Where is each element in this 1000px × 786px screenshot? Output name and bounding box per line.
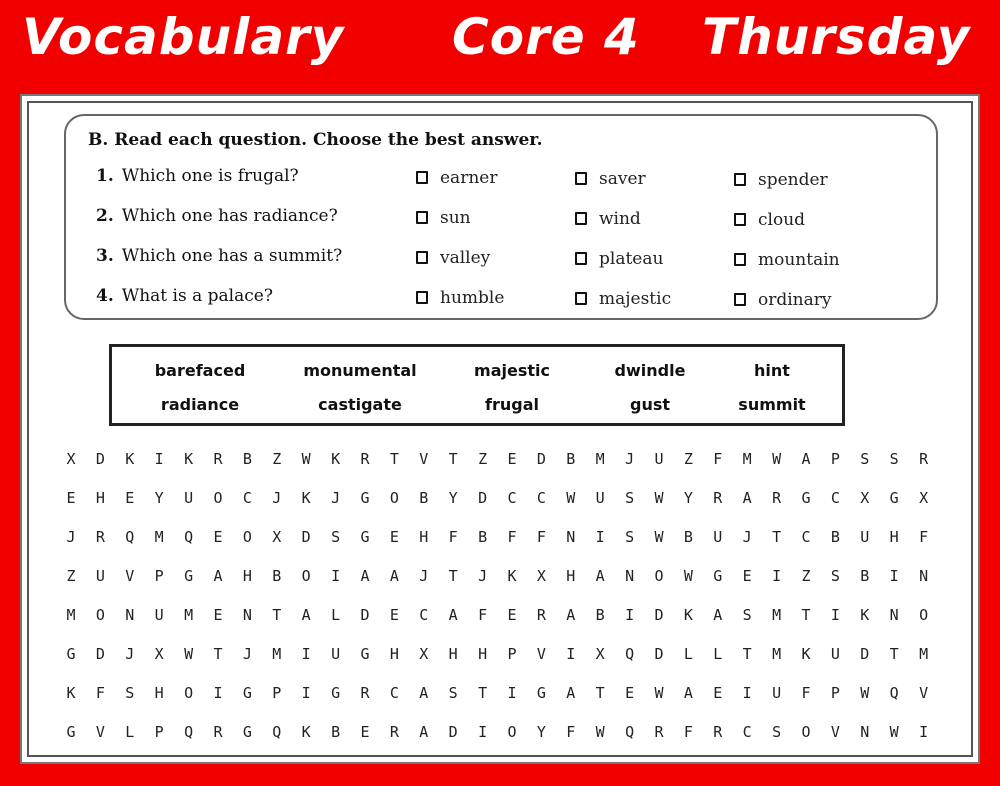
grid-letter[interactable]: I bbox=[889, 567, 899, 585]
grid-letter[interactable]: R bbox=[713, 723, 723, 741]
grid-letter[interactable]: I bbox=[595, 528, 605, 546]
grid-letter[interactable]: I bbox=[919, 723, 929, 741]
grid-letter[interactable]: Q bbox=[625, 723, 635, 741]
grid-letter[interactable]: M bbox=[184, 606, 194, 624]
grid-letter[interactable]: N bbox=[625, 567, 635, 585]
grid-letter[interactable]: U bbox=[713, 528, 723, 546]
grid-letter[interactable]: T bbox=[889, 645, 899, 663]
grid-letter[interactable]: D bbox=[95, 450, 105, 468]
grid-letter[interactable]: O bbox=[95, 606, 105, 624]
grid-letter[interactable]: S bbox=[889, 450, 899, 468]
grid-letter[interactable]: I bbox=[566, 645, 576, 663]
grid-letter[interactable]: C bbox=[242, 489, 252, 507]
option-label: spender bbox=[758, 170, 828, 190]
grid-letter[interactable]: U bbox=[184, 489, 194, 507]
grid-letter[interactable]: G bbox=[801, 489, 811, 507]
grid-letter[interactable]: B bbox=[272, 567, 282, 585]
grid-letter[interactable]: C bbox=[389, 684, 399, 702]
question-text: What is a palace? bbox=[121, 286, 273, 306]
grid-letter[interactable]: G bbox=[360, 528, 370, 546]
grid-letter[interactable]: J bbox=[272, 489, 282, 507]
grid-letter[interactable]: W bbox=[654, 528, 664, 546]
grid-letter[interactable]: F bbox=[95, 684, 105, 702]
grid-letter[interactable]: X bbox=[419, 645, 429, 663]
grid-letter[interactable]: D bbox=[448, 723, 458, 741]
word-bank-word: majestic bbox=[474, 361, 550, 380]
grid-letter[interactable]: A bbox=[448, 606, 458, 624]
grid-letter[interactable]: I bbox=[154, 450, 164, 468]
grid-letter[interactable]: K bbox=[66, 684, 76, 702]
grid-letter[interactable]: T bbox=[448, 567, 458, 585]
grid-letter[interactable]: I bbox=[830, 606, 840, 624]
grid-letter[interactable]: X bbox=[154, 645, 164, 663]
grid-letter[interactable]: Z bbox=[478, 450, 488, 468]
grid-letter[interactable]: J bbox=[66, 528, 76, 546]
grid-letter[interactable]: Q bbox=[125, 528, 135, 546]
grid-letter[interactable]: L bbox=[331, 606, 341, 624]
grid-letter[interactable]: L bbox=[125, 723, 135, 741]
grid-letter[interactable]: H bbox=[566, 567, 576, 585]
grid-letter[interactable]: N bbox=[242, 606, 252, 624]
grid-letter[interactable]: G bbox=[242, 684, 252, 702]
grid-letter[interactable]: J bbox=[625, 450, 635, 468]
grid-letter[interactable]: D bbox=[536, 450, 546, 468]
grid-letter[interactable]: H bbox=[419, 528, 429, 546]
grid-letter[interactable]: F bbox=[919, 528, 929, 546]
title-core: Core 4 bbox=[452, 8, 640, 66]
grid-letter[interactable]: U bbox=[331, 645, 341, 663]
grid-letter[interactable]: N bbox=[919, 567, 929, 585]
grid-letter[interactable]: W bbox=[683, 567, 693, 585]
grid-letter[interactable]: X bbox=[919, 489, 929, 507]
grid-letter[interactable]: V bbox=[95, 723, 105, 741]
grid-letter[interactable]: S bbox=[860, 450, 870, 468]
option-label: earner bbox=[440, 168, 498, 188]
word-bank-word: dwindle bbox=[614, 361, 686, 380]
grid-letter[interactable]: H bbox=[389, 645, 399, 663]
grid-letter[interactable]: B bbox=[242, 450, 252, 468]
grid-letter[interactable]: P bbox=[830, 450, 840, 468]
grid-letter[interactable]: T bbox=[213, 645, 223, 663]
question-number: 2. bbox=[96, 206, 114, 226]
grid-letter[interactable]: Y bbox=[683, 489, 693, 507]
grid-letter[interactable]: G bbox=[66, 723, 76, 741]
grid-letter[interactable]: W bbox=[860, 684, 870, 702]
grid-letter[interactable]: G bbox=[331, 684, 341, 702]
grid-letter[interactable]: K bbox=[125, 450, 135, 468]
grid-letter[interactable]: D bbox=[654, 645, 664, 663]
option-label: valley bbox=[440, 248, 491, 268]
grid-letter[interactable]: K bbox=[683, 606, 693, 624]
grid-letter[interactable]: A bbox=[419, 684, 429, 702]
grid-letter[interactable]: Y bbox=[536, 723, 546, 741]
grid-letter[interactable]: M bbox=[66, 606, 76, 624]
grid-letter[interactable]: Z bbox=[272, 450, 282, 468]
word-bank-word: summit bbox=[738, 395, 806, 414]
grid-letter[interactable]: O bbox=[213, 489, 223, 507]
grid-letter[interactable]: G bbox=[184, 567, 194, 585]
grid-letter[interactable]: A bbox=[301, 606, 311, 624]
grid-letter[interactable]: I bbox=[742, 684, 752, 702]
grid-letter[interactable]: S bbox=[772, 723, 782, 741]
grid-letter[interactable]: X bbox=[536, 567, 546, 585]
grid-letter[interactable]: B bbox=[830, 528, 840, 546]
grid-letter[interactable]: O bbox=[801, 723, 811, 741]
grid-letter[interactable]: B bbox=[595, 606, 605, 624]
grid-letter[interactable]: O bbox=[389, 489, 399, 507]
grid-letter[interactable]: K bbox=[184, 450, 194, 468]
grid-letter[interactable]: O bbox=[184, 684, 194, 702]
grid-letter[interactable]: M bbox=[154, 528, 164, 546]
grid-letter[interactable]: E bbox=[389, 528, 399, 546]
grid-letter[interactable]: R bbox=[213, 450, 223, 468]
grid-letter[interactable]: R bbox=[536, 606, 546, 624]
grid-letter[interactable]: M bbox=[919, 645, 929, 663]
grid-letter[interactable]: F bbox=[566, 723, 576, 741]
grid-letter[interactable]: D bbox=[360, 606, 370, 624]
grid-letter[interactable]: D bbox=[654, 606, 664, 624]
grid-letter[interactable]: E bbox=[507, 450, 517, 468]
question-text: Which one is frugal? bbox=[121, 166, 299, 186]
grid-letter[interactable]: M bbox=[772, 645, 782, 663]
grid-letter[interactable]: G bbox=[360, 489, 370, 507]
grid-letter[interactable]: B bbox=[683, 528, 693, 546]
section-letter: B. bbox=[88, 130, 109, 150]
grid-letter[interactable]: E bbox=[66, 489, 76, 507]
grid-letter[interactable]: R bbox=[213, 723, 223, 741]
grid-letter[interactable]: J bbox=[242, 645, 252, 663]
grid-letter[interactable]: E bbox=[713, 684, 723, 702]
grid-letter[interactable]: G bbox=[360, 645, 370, 663]
grid-letter[interactable]: B bbox=[478, 528, 488, 546]
grid-letter[interactable]: Q bbox=[889, 684, 899, 702]
grid-letter[interactable]: L bbox=[713, 645, 723, 663]
word-bank-word: radiance bbox=[160, 395, 240, 414]
grid-letter[interactable]: U bbox=[772, 684, 782, 702]
grid-letter[interactable]: S bbox=[742, 606, 752, 624]
grid-letter[interactable]: T bbox=[801, 606, 811, 624]
grid-letter[interactable]: A bbox=[566, 606, 576, 624]
grid-letter[interactable]: V bbox=[536, 645, 546, 663]
grid-letter[interactable]: Q bbox=[184, 528, 194, 546]
grid-letter[interactable]: F bbox=[801, 684, 811, 702]
grid-letter[interactable]: O bbox=[242, 528, 252, 546]
grid-letter[interactable]: C bbox=[830, 489, 840, 507]
grid-letter[interactable]: X bbox=[595, 645, 605, 663]
grid-letter[interactable]: M bbox=[772, 606, 782, 624]
grid-letter[interactable]: T bbox=[595, 684, 605, 702]
grid-letter[interactable]: W bbox=[301, 450, 311, 468]
grid-letter[interactable]: O bbox=[301, 567, 311, 585]
grid-letter[interactable]: H bbox=[478, 645, 488, 663]
question-text: Which one has a summit? bbox=[121, 246, 343, 266]
grid-letter[interactable]: Q bbox=[625, 645, 635, 663]
grid-letter[interactable]: J bbox=[331, 489, 341, 507]
grid-letter[interactable]: H bbox=[448, 645, 458, 663]
grid-letter[interactable]: W bbox=[772, 450, 782, 468]
grid-letter[interactable]: S bbox=[125, 684, 135, 702]
grid-letter[interactable]: F bbox=[448, 528, 458, 546]
grid-letter[interactable]: M bbox=[272, 645, 282, 663]
grid-letter[interactable]: R bbox=[713, 489, 723, 507]
grid-letter[interactable]: E bbox=[742, 567, 752, 585]
grid-letter[interactable]: Y bbox=[154, 489, 164, 507]
grid-letter[interactable]: N bbox=[889, 606, 899, 624]
option-label: majestic bbox=[599, 289, 672, 309]
grid-letter[interactable]: H bbox=[154, 684, 164, 702]
grid-letter[interactable]: I bbox=[625, 606, 635, 624]
grid-letter[interactable]: Z bbox=[801, 567, 811, 585]
grid-letter[interactable]: Z bbox=[66, 567, 76, 585]
grid-letter[interactable]: A bbox=[801, 450, 811, 468]
grid-letter[interactable]: U bbox=[830, 645, 840, 663]
grid-letter[interactable]: Q bbox=[184, 723, 194, 741]
question-number: 4. bbox=[96, 286, 114, 306]
word-bank-word: hint bbox=[754, 361, 790, 380]
title-day: Thursday bbox=[702, 8, 971, 66]
grid-letter[interactable]: K bbox=[507, 567, 517, 585]
grid-letter[interactable]: R bbox=[772, 489, 782, 507]
grid-letter[interactable]: H bbox=[242, 567, 252, 585]
header-banner bbox=[0, 0, 1000, 92]
grid-letter[interactable]: G bbox=[713, 567, 723, 585]
question-text: Which one has radiance? bbox=[121, 206, 338, 226]
grid-letter[interactable]: K bbox=[331, 450, 341, 468]
option-label: cloud bbox=[758, 210, 806, 230]
grid-letter[interactable]: S bbox=[625, 489, 635, 507]
grid-letter[interactable]: P bbox=[830, 684, 840, 702]
grid-letter[interactable]: T bbox=[772, 528, 782, 546]
grid-letter[interactable]: R bbox=[919, 450, 929, 468]
grid-letter[interactable]: D bbox=[478, 489, 488, 507]
grid-letter[interactable]: T bbox=[389, 450, 399, 468]
grid-letter[interactable]: W bbox=[566, 489, 576, 507]
grid-letter[interactable]: A bbox=[595, 567, 605, 585]
instruction-text: Read each question. Choose the best answer. bbox=[114, 130, 543, 150]
grid-letter[interactable]: A bbox=[713, 606, 723, 624]
grid-letter[interactable]: E bbox=[125, 489, 135, 507]
grid-letter[interactable]: T bbox=[448, 450, 458, 468]
grid-letter[interactable]: Z bbox=[683, 450, 693, 468]
worksheet bbox=[20, 94, 980, 764]
grid-letter[interactable]: V bbox=[419, 450, 429, 468]
option-label: sun bbox=[440, 208, 471, 228]
grid-letter[interactable]: U bbox=[654, 450, 664, 468]
grid-letter[interactable]: V bbox=[125, 567, 135, 585]
grid-letter[interactable]: F bbox=[507, 528, 517, 546]
grid-letter[interactable]: D bbox=[301, 528, 311, 546]
grid-letter[interactable]: D bbox=[860, 645, 870, 663]
grid-letter[interactable]: F bbox=[478, 606, 488, 624]
option-label: humble bbox=[440, 288, 505, 308]
grid-letter[interactable]: H bbox=[889, 528, 899, 546]
grid-letter[interactable]: B bbox=[331, 723, 341, 741]
option-label: mountain bbox=[758, 250, 840, 270]
grid-letter[interactable]: E bbox=[360, 723, 370, 741]
grid-letter[interactable]: R bbox=[360, 450, 370, 468]
grid-letter[interactable]: F bbox=[713, 450, 723, 468]
grid-letter[interactable]: J bbox=[125, 645, 135, 663]
grid-letter[interactable]: B bbox=[419, 489, 429, 507]
grid-letter[interactable]: V bbox=[830, 723, 840, 741]
grid-letter[interactable]: G bbox=[889, 489, 899, 507]
grid-letter[interactable]: I bbox=[301, 645, 311, 663]
grid-letter[interactable]: N bbox=[860, 723, 870, 741]
grid-letter[interactable]: M bbox=[595, 450, 605, 468]
grid-letter[interactable]: L bbox=[683, 645, 693, 663]
grid-letter[interactable]: G bbox=[242, 723, 252, 741]
word-bank-word: frugal bbox=[485, 395, 539, 414]
grid-letter[interactable]: U bbox=[95, 567, 105, 585]
grid-letter[interactable]: I bbox=[772, 567, 782, 585]
grid-letter[interactable]: B bbox=[566, 450, 576, 468]
grid-letter[interactable]: C bbox=[742, 723, 752, 741]
grid-letter[interactable]: S bbox=[448, 684, 458, 702]
grid-letter[interactable]: O bbox=[919, 606, 929, 624]
grid-letter[interactable]: A bbox=[566, 684, 576, 702]
grid-letter[interactable]: V bbox=[919, 684, 929, 702]
grid-letter[interactable]: U bbox=[860, 528, 870, 546]
word-bank-word: gust bbox=[629, 395, 671, 414]
grid-letter[interactable]: W bbox=[184, 645, 194, 663]
grid-letter[interactable]: J bbox=[419, 567, 429, 585]
grid-letter[interactable]: I bbox=[301, 684, 311, 702]
grid-letter[interactable]: X bbox=[66, 450, 76, 468]
grid-letter[interactable]: G bbox=[66, 645, 76, 663]
grid-letter[interactable]: C bbox=[507, 489, 517, 507]
grid-letter[interactable]: W bbox=[654, 489, 664, 507]
grid-letter[interactable]: E bbox=[625, 684, 635, 702]
grid-letter[interactable]: X bbox=[272, 528, 282, 546]
word-bank-word: monumental bbox=[303, 361, 417, 380]
grid-letter[interactable]: E bbox=[507, 606, 517, 624]
grid-letter[interactable]: N bbox=[125, 606, 135, 624]
grid-letter[interactable]: R bbox=[95, 528, 105, 546]
grid-letter[interactable]: T bbox=[272, 606, 282, 624]
grid-letter[interactable]: N bbox=[566, 528, 576, 546]
grid-letter[interactable]: K bbox=[301, 723, 311, 741]
grid-letter[interactable]: O bbox=[654, 567, 664, 585]
grid-letter[interactable]: A bbox=[360, 567, 370, 585]
grid-letter[interactable]: R bbox=[360, 684, 370, 702]
title-vocabulary: Vocabulary bbox=[22, 8, 345, 66]
grid-letter[interactable]: W bbox=[595, 723, 605, 741]
grid-letter[interactable]: R bbox=[389, 723, 399, 741]
grid-letter[interactable]: A bbox=[389, 567, 399, 585]
word-bank-word: barefaced bbox=[154, 361, 246, 380]
grid-letter[interactable]: W bbox=[889, 723, 899, 741]
grid-letter[interactable]: J bbox=[478, 567, 488, 585]
grid-letter[interactable]: O bbox=[507, 723, 517, 741]
grid-letter[interactable]: I bbox=[507, 684, 517, 702]
grid-letter[interactable]: H bbox=[95, 489, 105, 507]
option-label: wind bbox=[599, 209, 641, 229]
grid-letter[interactable]: C bbox=[419, 606, 429, 624]
grid-letter[interactable]: S bbox=[625, 528, 635, 546]
grid-letter[interactable]: I bbox=[331, 567, 341, 585]
grid-letter[interactable]: M bbox=[742, 450, 752, 468]
word-search-grid bbox=[22, 96, 978, 762]
word-bank-word: castigate bbox=[318, 395, 402, 414]
grid-letter[interactable]: A bbox=[419, 723, 429, 741]
grid-letter[interactable]: S bbox=[331, 528, 341, 546]
grid-letter[interactable]: P bbox=[507, 645, 517, 663]
grid-letter[interactable]: S bbox=[830, 567, 840, 585]
grid-letter[interactable]: Y bbox=[448, 489, 458, 507]
grid-letter[interactable]: Q bbox=[272, 723, 282, 741]
grid-letter[interactable]: X bbox=[860, 489, 870, 507]
grid-letter[interactable]: E bbox=[213, 528, 223, 546]
grid-letter[interactable]: T bbox=[742, 645, 752, 663]
question-number: 3. bbox=[96, 246, 114, 266]
option-label: ordinary bbox=[758, 290, 832, 310]
grid-letter[interactable]: A bbox=[683, 684, 693, 702]
grid-letter[interactable]: F bbox=[536, 528, 546, 546]
grid-letter[interactable]: I bbox=[478, 723, 488, 741]
grid-letter[interactable]: J bbox=[742, 528, 752, 546]
grid-letter[interactable]: I bbox=[213, 684, 223, 702]
grid-letter[interactable]: A bbox=[742, 489, 752, 507]
grid-letter[interactable]: T bbox=[478, 684, 488, 702]
grid-letter[interactable]: K bbox=[301, 489, 311, 507]
grid-letter[interactable]: D bbox=[95, 645, 105, 663]
grid-letter[interactable]: E bbox=[389, 606, 399, 624]
grid-letter[interactable]: K bbox=[801, 645, 811, 663]
option-label: saver bbox=[599, 169, 646, 189]
grid-letter[interactable]: C bbox=[801, 528, 811, 546]
grid-letter[interactable]: F bbox=[683, 723, 693, 741]
grid-letter[interactable]: B bbox=[860, 567, 870, 585]
grid-letter[interactable]: C bbox=[536, 489, 546, 507]
grid-letter[interactable]: A bbox=[213, 567, 223, 585]
question-number: 1. bbox=[96, 166, 114, 186]
grid-letter[interactable]: K bbox=[860, 606, 870, 624]
grid-letter[interactable]: R bbox=[654, 723, 664, 741]
option-label: plateau bbox=[599, 249, 664, 269]
grid-letter[interactable]: E bbox=[213, 606, 223, 624]
grid-letter[interactable]: P bbox=[154, 567, 164, 585]
grid-letter[interactable]: G bbox=[536, 684, 546, 702]
grid-letter[interactable]: U bbox=[154, 606, 164, 624]
grid-letter[interactable]: P bbox=[272, 684, 282, 702]
grid-letter[interactable]: U bbox=[595, 489, 605, 507]
grid-letter[interactable]: P bbox=[154, 723, 164, 741]
grid-letter[interactable]: W bbox=[654, 684, 664, 702]
